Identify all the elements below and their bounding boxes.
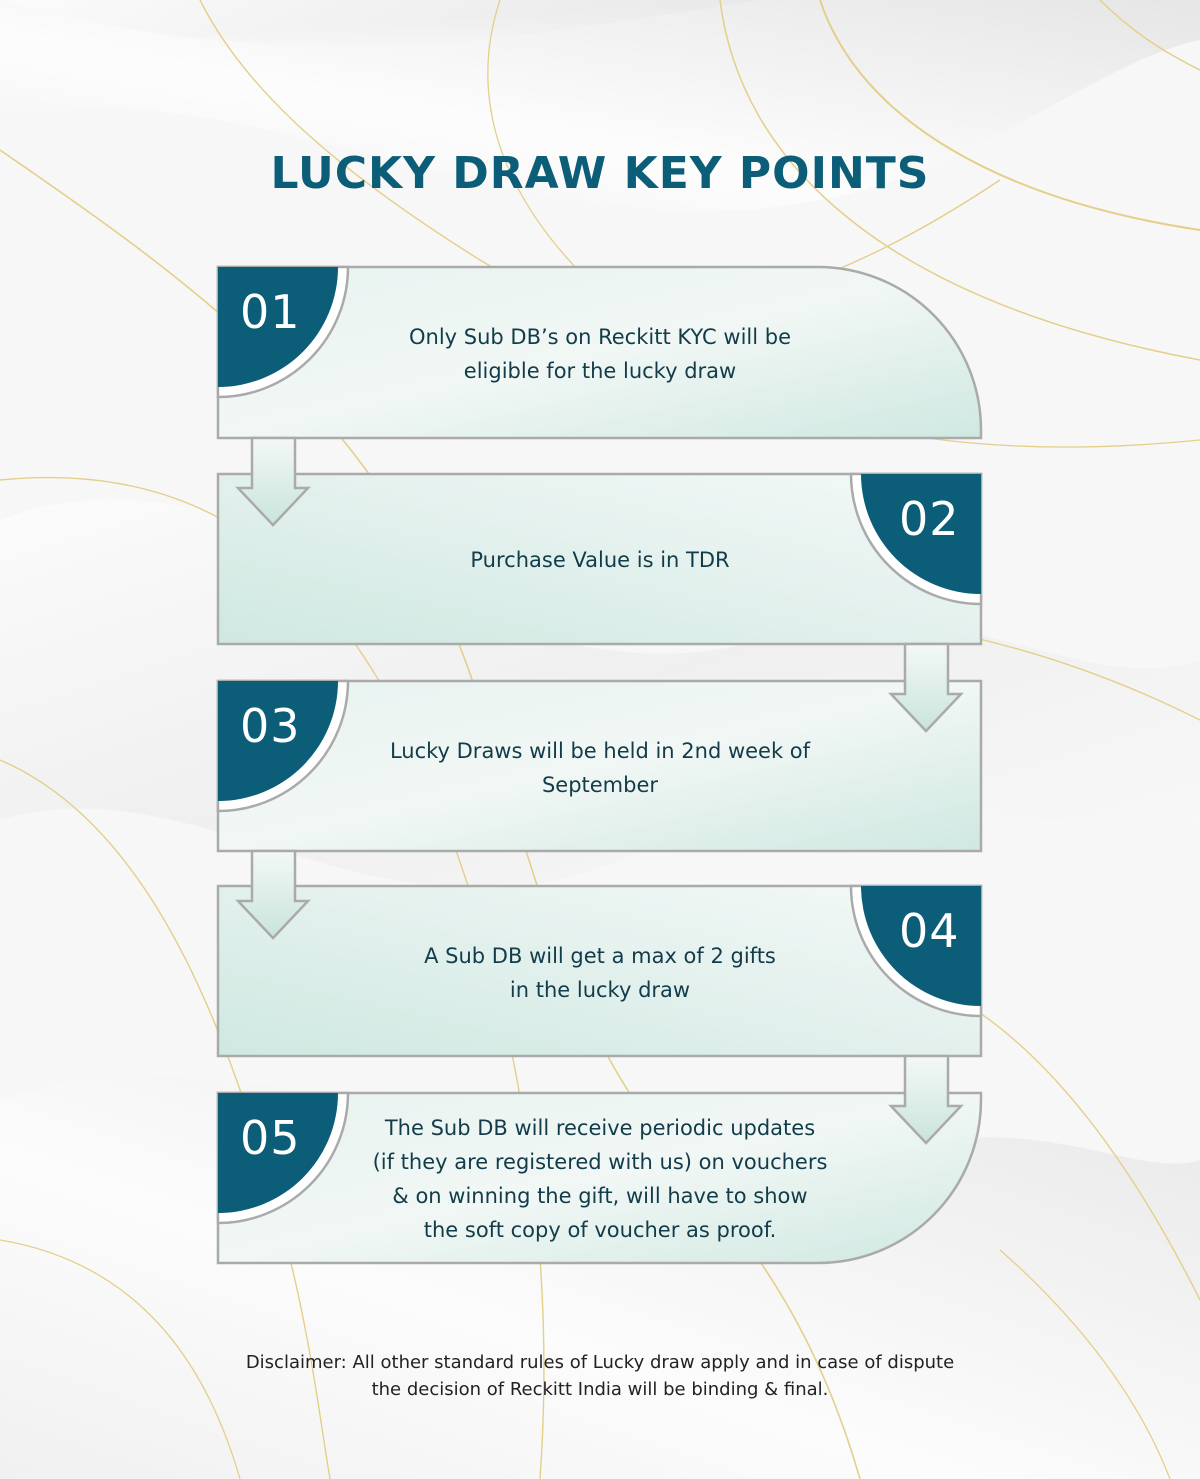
step-3-line-1: Lucky Draws will be held in 2nd week of <box>389 739 811 763</box>
step-4-line-2: in the lucky draw <box>509 978 691 1002</box>
page-title: LUCKY DRAW KEY POINTS <box>270 148 930 199</box>
step-1-text <box>300 320 900 388</box>
step-1-line-2: eligible for the lucky draw <box>463 359 737 383</box>
step-2-text <box>300 543 900 577</box>
step-3-text <box>300 734 900 802</box>
step-2-line-1: Purchase Value is in TDR <box>470 548 730 572</box>
step-3-line-2: September <box>541 773 659 797</box>
step-5-text <box>340 1111 860 1247</box>
step-5-line-3: & on winning the gift, will have to show <box>392 1184 808 1208</box>
step-2-number: 02 <box>899 492 960 546</box>
disclaimer-line-2: the decision of Reckitt India will be binding & final. <box>371 1379 829 1400</box>
step-5-line-1: The Sub DB will receive periodic updates <box>384 1116 816 1140</box>
step-1-number: 01 <box>240 285 301 339</box>
step-1-line-1: Only Sub DB’s on Reckitt KYC will be <box>408 325 792 349</box>
step-4-line-1: A Sub DB will get a max of 2 gifts <box>424 944 776 968</box>
disclaimer-line-1: Disclaimer: All other standard rules of Lucky draw apply and in case of dispute <box>245 1352 955 1373</box>
step-5-number: 05 <box>240 1111 301 1165</box>
step-4-text <box>300 939 900 1007</box>
step-5-line-4: the soft copy of voucher as proof. <box>423 1218 777 1242</box>
disclaimer <box>0 1349 1200 1403</box>
step-4-number: 04 <box>899 904 960 958</box>
step-5-line-2: (if they are registered with us) on vouchers <box>372 1150 828 1174</box>
step-3-number: 03 <box>240 699 301 753</box>
